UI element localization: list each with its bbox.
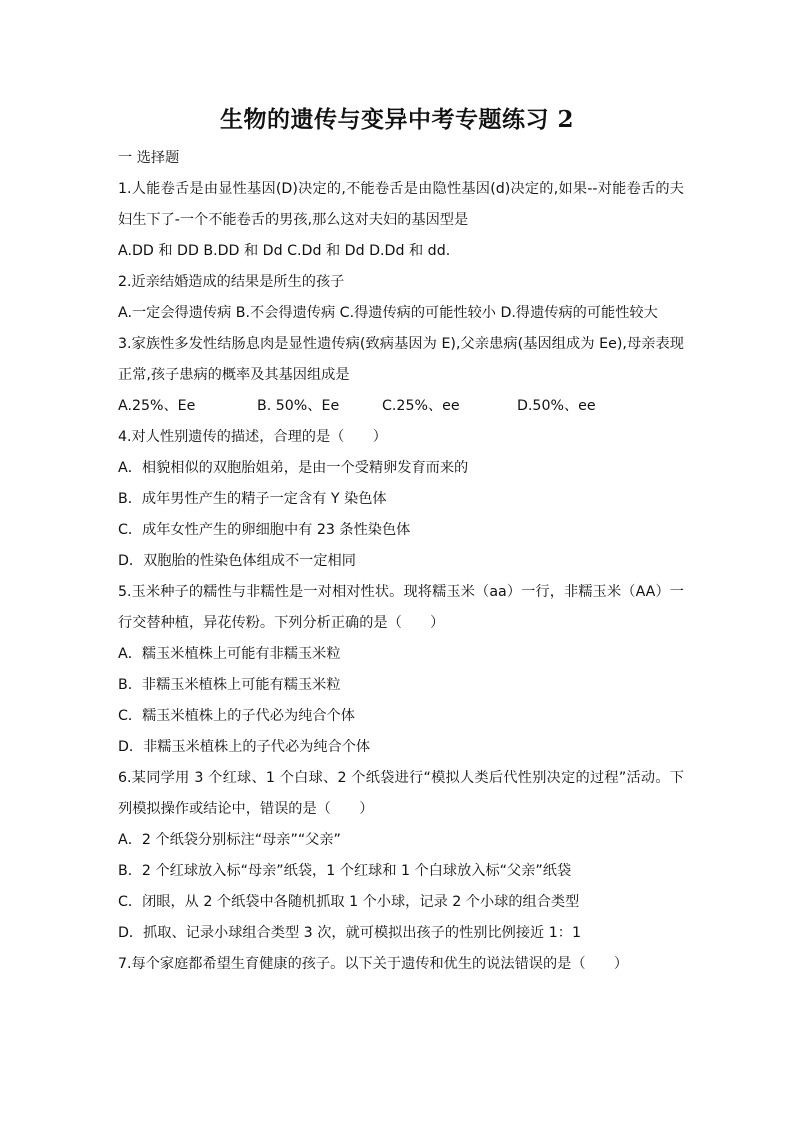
page-title: 生物的遗传与变异中考专题练习 2: [219, 106, 574, 133]
question-2-stem: 2.近亲结婚造成的结果是所生的孩子: [118, 274, 345, 290]
question-3-option-a: A.25%、Ee: [118, 398, 196, 414]
question-list: [118, 143, 684, 980]
question-1-stem: 1.人能卷舌是由显性基因(D)决定的,不能卷舌是由隐性基因(d)决定的,如果--对能卷舌的夫妇生下了-一个不能卷舌的男孩,那么这对夫妇的基因型是: [118, 181, 684, 228]
question-6-option-a: A．2 个纸袋分别标注“母亲”“父亲”: [118, 832, 341, 848]
question-5-option-c: C．糯玉米植株上的子代必为纯合个体: [118, 708, 355, 724]
question-3-option-d: D.50%、ee: [517, 398, 596, 414]
question-7-stem: 7.每个家庭都希望生育健康的孩子。以下关于遗传和优生的说法错误的是（ ）: [118, 956, 629, 972]
question-5-option-d: D．非糯玉米植株上的子代必为纯合个体: [118, 739, 371, 755]
question-6-stem: 6.某同学用 3 个红球、1 个白球、2 个纸袋进行“模拟人类后代性别决定的过程”活动。下列模拟操作或结论中，错误的是（ ）: [118, 770, 684, 817]
question-3-option-b: B. 50%、Ee: [257, 398, 340, 414]
question-5-option-a: A．糯玉米植株上可能有非糯玉米粒: [118, 646, 341, 662]
question-3-option-c: C.25%、ee: [382, 398, 460, 414]
question-6-option-d: D．抓取、记录小球组合类型 3 次，就可模拟出孩子的性别比例接近 1：1: [118, 925, 581, 941]
question-1-options: A.DD 和 DD B.DD 和 Dd C.Dd 和 Dd D.Dd 和 dd.: [118, 243, 451, 259]
question-6-option-b: B．2 个红球放入标“母亲”纸袋，1 个红球和 1 个白球放入标“父亲”纸袋: [118, 863, 572, 879]
question-4-option-b: B．成年男性产生的精子一定含有 Y 染色体: [118, 491, 387, 507]
question-4-option-d: D．双胞胎的性染色体组成不一定相同: [118, 553, 356, 569]
question-4-stem: 4.对人性别遗传的描述，合理的是（ ）: [118, 429, 387, 445]
question-2-options: A.一定会得遗传病 B.不会得遗传病 C.得遗传病的可能性较小 D.得遗传病的可能性较大: [118, 305, 658, 321]
question-5-option-b: B．非糯玉米植株上可能有糯玉米粒: [118, 677, 341, 693]
question-3-stem: 3.家族性多发性结肠息肉是显性遗传病(致病基因为 E),父亲患病(基因组成为 Ee),母亲表现正常,孩子患病的概率及其基因组成是: [118, 336, 684, 383]
question-3-options: [118, 391, 684, 422]
question-6-option-c: C．闭眼，从 2 个纸袋中各随机抓取 1 个小球，记录 2 个小球的组合类型: [118, 894, 580, 910]
question-5-stem: 5.玉米种子的糯性与非糯性是一对相对性状。现将糯玉米（aa）一行，非糯玉米（AA）一行交替种植，异花传粉。下列分析正确的是（ ）: [118, 584, 684, 631]
section-heading: 一 选择题: [118, 150, 180, 166]
question-4-option-c: C．成年女性产生的卵细胞中有 23 条性染色体: [118, 522, 411, 538]
question-4-option-a: A．相貌相似的双胞胎姐弟，是由一个受精卵发育而来的: [118, 460, 469, 476]
